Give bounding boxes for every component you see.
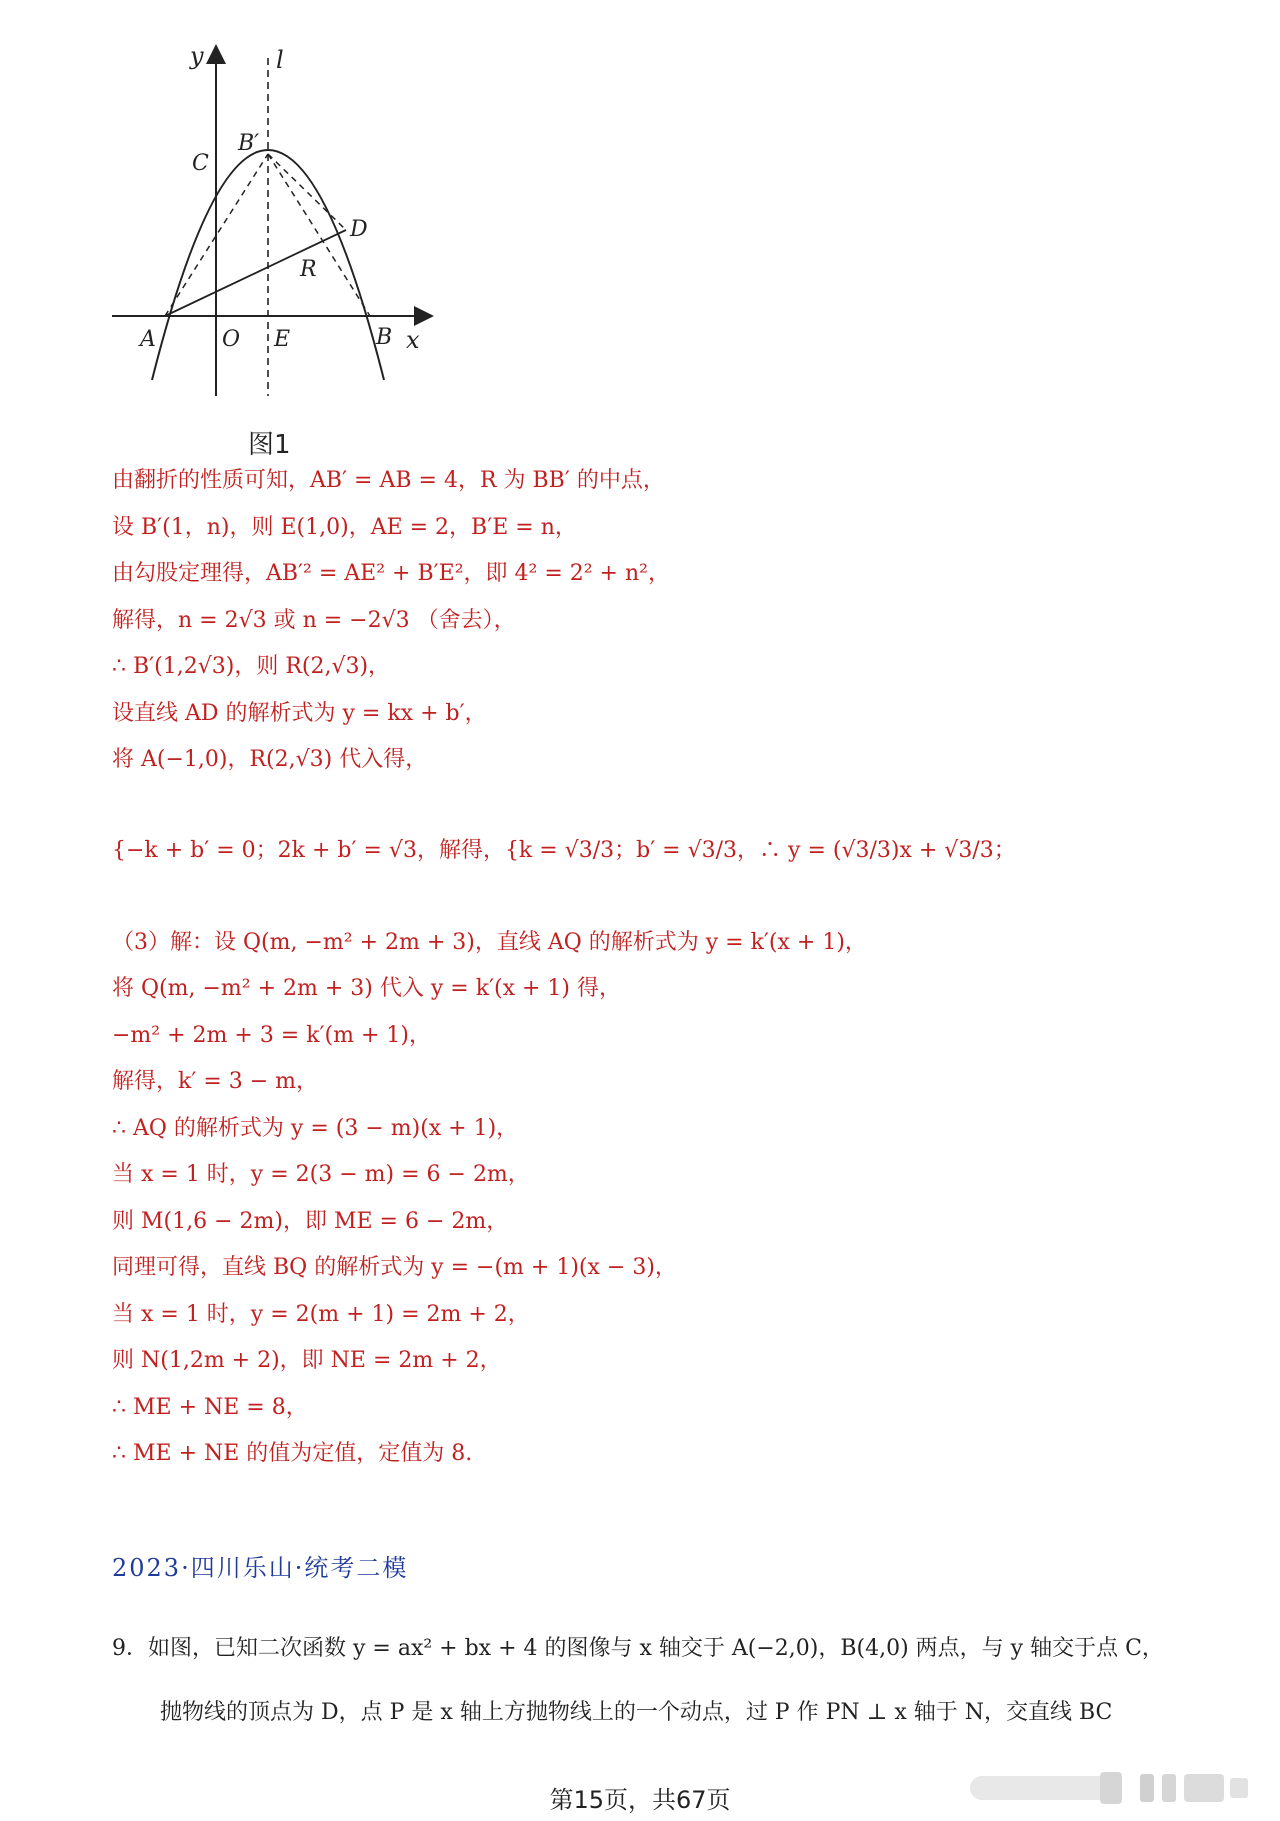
solution-line: 同理可得，直线 BQ 的解析式为 y = −(m + 1)(x − 3)，: [112, 1255, 677, 1280]
label-l: l: [276, 46, 284, 74]
label-x: x: [406, 326, 420, 354]
label-C: C: [192, 151, 209, 176]
label-R: R: [300, 257, 317, 282]
solution-line: 当 x = 1 时，y = 2(3 − m) = 6 − 2m，: [112, 1162, 530, 1187]
parabola-figure: [100, 40, 450, 410]
solution-line: 则 M(1,6 − 2m)，即 ME = 6 − 2m，: [112, 1208, 509, 1234]
figure-caption: 图1: [248, 430, 291, 460]
label-E: E: [274, 327, 291, 352]
solution-line: ∴ ME + NE = 8，: [112, 1394, 308, 1420]
solution-line: 解得，n = 2√3 或 n = −2√3 （舍去），: [112, 607, 516, 633]
problem-line-2: 抛物线的顶点为 D，点 P 是 x 轴上方抛物线上的一个动点，过 P 作 PN ⊥ x 轴于 N，交直线 BC: [160, 1700, 1113, 1725]
label-O: O: [222, 327, 241, 352]
problem-9: [112, 1634, 1192, 1728]
solution-line: ∴ ME + NE 的值为定值，定值为 8.: [112, 1441, 473, 1466]
solution-line: 设 B′(1，n)，则 E(1,0)，AE = 2，B′E = n，: [112, 514, 577, 540]
page-footer: 第15页，共67页: [549, 1786, 731, 1814]
solution-line: 当 x = 1 时，y = 2(m + 1) = 2m + 2，: [112, 1301, 530, 1327]
equation-system-line: [112, 792, 1172, 912]
problem-line-1: 9．如图，已知二次函数 y = ax² + bx + 4 的图像与 x 轴交于 A(−2,0)，B(4,0) 两点，与 y 轴交于点 C，: [112, 1636, 1164, 1661]
solution-line: −m² + 2m + 3 = k′(m + 1)，: [112, 1022, 432, 1048]
label-B: B: [376, 325, 393, 350]
solution-line: 由勾股定理得，AB′² = AE² + B′E²，即 4² = 2² + n²，: [112, 561, 670, 586]
label-y: y: [190, 42, 204, 70]
solution-line: 由翻折的性质可知，AB′ = AB = 4，R 为 BB′ 的中点，: [112, 468, 665, 493]
solution-line: ∴ AQ 的解析式为 y = (3 − m)(x + 1)，: [112, 1115, 519, 1141]
solution-block: [112, 466, 1172, 1486]
label-B-prime: B′: [238, 131, 260, 156]
solution-line: 将 Q(m, −m² + 2m + 3) 代入 y = k′(x + 1) 得，: [112, 976, 621, 1001]
solution-line: ∴ B′(1,2√3)，则 R(2,√3)，: [112, 654, 391, 679]
solution-line: {−k + b′ = 0；2k + b′ = √3，解得，{k = √3/3；b′ = √3/3，∴ y = (√3/3)x + √3/3；: [112, 837, 1016, 863]
watermark-logo: [970, 1768, 1252, 1808]
solution-line: 则 N(1,2m + 2)，即 NE = 2m + 2，: [112, 1348, 502, 1373]
source-heading: 2023·四川乐山·统考二模: [112, 1554, 409, 1582]
segment-B-prime-D: [268, 154, 346, 230]
label-D: D: [350, 217, 368, 242]
solution-line: 解得，k′ = 3 − m，: [112, 1069, 319, 1094]
solution-line: 设直线 AD 的解析式为 y = kx + b′，: [112, 700, 487, 726]
label-A: A: [140, 327, 156, 352]
segment-AD: [165, 230, 346, 316]
solution-line: （3）解：设 Q(m, −m² + 2m + 3)，直线 AQ 的解析式为 y = k′(x + 1)，: [112, 929, 867, 955]
solution-line: 将 A(−1,0)，R(2,√3) 代入得，: [112, 747, 428, 772]
